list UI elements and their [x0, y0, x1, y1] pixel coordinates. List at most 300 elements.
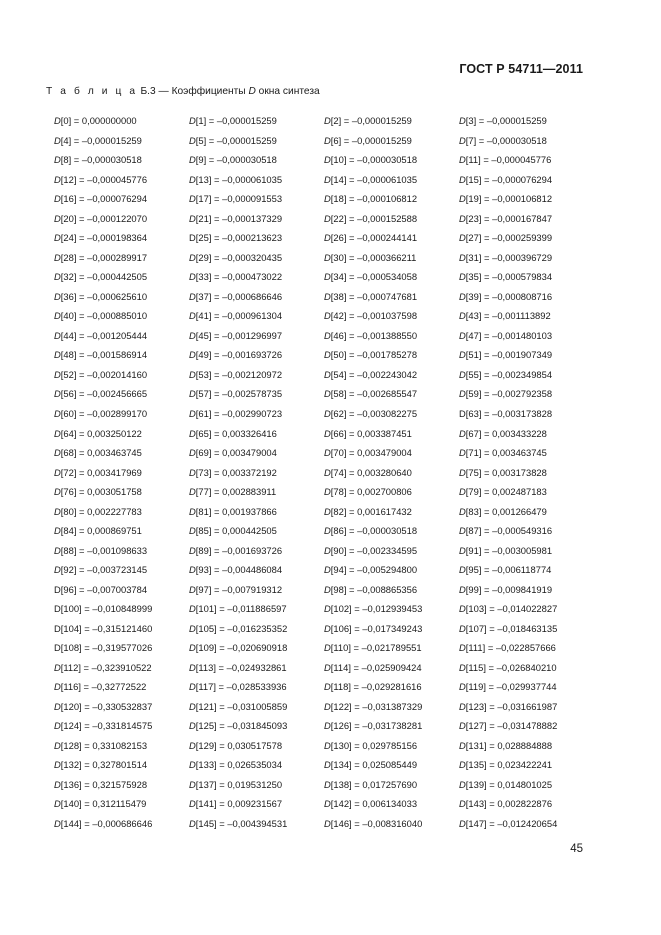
coefficient-index: [55] = [465, 368, 493, 380]
coefficient-value: 0,002883911 [222, 486, 277, 498]
coefficient-index: [57] = [195, 388, 223, 400]
coefficient-index: [111] = [465, 642, 496, 654]
coefficient-cell [189, 447, 324, 458]
coefficient-symbol: D [54, 603, 61, 615]
coefficient-symbol: D [324, 817, 331, 829]
coefficients-table [54, 111, 594, 833]
coefficient-value: –0,020690918 [227, 642, 288, 654]
coefficient-value: –0,000030518 [216, 154, 277, 166]
coefficient-symbol: D [189, 388, 196, 400]
coefficient-value: –0,000076294 [492, 173, 553, 185]
coefficient-value: –0,031661987 [497, 700, 558, 712]
coefficient-value: –0,319577026 [92, 642, 153, 654]
table-row [54, 443, 594, 463]
coefficient-symbol: D [324, 700, 331, 712]
coefficient-value: –0,000442505 [87, 271, 148, 283]
coefficient-value: –0,001586914 [87, 349, 148, 361]
table-row [54, 228, 594, 248]
coefficient-value: –0,000045776 [491, 154, 552, 166]
table-caption [46, 86, 320, 97]
coefficient-symbol: D [54, 661, 61, 673]
coefficient-symbol: D [54, 759, 61, 771]
coefficient-index: [64] = [60, 427, 88, 439]
coefficient-index: [116] = [60, 681, 92, 693]
coefficient-symbol: D [54, 505, 61, 517]
coefficient-index: [51] = [465, 349, 493, 361]
coefficient-value: –0,000808716 [492, 290, 553, 302]
coefficient-index: [46] = [330, 329, 358, 341]
caption-symbol: D [248, 86, 256, 97]
coefficient-value: –0,000747681 [357, 290, 418, 302]
coefficient-cell [54, 447, 189, 458]
coefficient-value: –0,002456665 [87, 388, 148, 400]
coefficient-symbol: D [324, 115, 331, 127]
coefficient-index: [109] = [195, 642, 228, 654]
coefficient-cell [54, 310, 189, 321]
coefficient-value: –0,003082275 [357, 407, 418, 419]
table-row [54, 677, 594, 697]
coefficient-index: [16] = [60, 193, 88, 205]
coefficient-symbol: D [189, 544, 196, 556]
coefficient-symbol: D [324, 778, 331, 790]
coefficient-symbol: D [324, 544, 331, 556]
coefficient-cell [324, 740, 459, 751]
coefficient-symbol: D [324, 310, 331, 322]
table-row [54, 814, 594, 834]
coefficient-value: 0,002822876 [497, 798, 553, 810]
coefficient-cell [189, 642, 324, 653]
coefficient-value: –0,000961304 [222, 310, 283, 322]
coefficient-symbol: D [459, 505, 466, 517]
coefficient-cell [54, 779, 189, 790]
coefficient-value: –0,000549316 [492, 525, 553, 537]
coefficient-value: –0,001388550 [357, 329, 418, 341]
coefficient-symbol: D [324, 232, 331, 244]
coefficient-cell [459, 369, 594, 380]
coefficient-symbol: D [189, 505, 196, 517]
coefficient-cell [54, 271, 189, 282]
coefficient-index: [48] = [60, 349, 88, 361]
coefficient-cell [459, 193, 594, 204]
coefficient-index: [139] = [465, 778, 498, 790]
coefficient-value: –0,025909424 [361, 661, 422, 673]
coefficient-index: [120] = [60, 700, 93, 712]
coefficient-symbol: D [54, 700, 61, 712]
coefficient-value: –0,000198364 [87, 232, 148, 244]
coefficient-symbol: D [54, 212, 61, 224]
coefficient-symbol: D [189, 603, 196, 615]
coefficient-value: –0,008865356 [357, 583, 418, 595]
coefficient-value: –0,000015259 [351, 115, 412, 127]
coefficient-cell [459, 330, 594, 341]
coefficient-cell [54, 330, 189, 341]
coefficient-cell [459, 486, 594, 497]
coefficient-value: –0,000320435 [222, 251, 283, 263]
coefficient-value: –0,001907349 [492, 349, 553, 361]
coefficient-value: –0,002578735 [222, 388, 283, 400]
table-row [54, 326, 594, 346]
coefficient-index: [49] = [195, 349, 223, 361]
coefficient-value: –0,016235352 [227, 622, 288, 634]
coefficient-symbol: D [54, 486, 61, 498]
coefficient-cell [324, 818, 459, 829]
coefficient-symbol: D [189, 232, 196, 244]
coefficient-cell [324, 291, 459, 302]
coefficient-cell [324, 252, 459, 263]
coefficient-index: [11] = [465, 154, 492, 166]
coefficient-value: –0,315121460 [92, 622, 153, 634]
coefficient-value: 0,003051758 [87, 486, 142, 498]
coefficient-cell [54, 232, 189, 243]
coefficient-cell [459, 252, 594, 263]
coefficient-value: –0,001205444 [87, 329, 148, 341]
coefficient-index: [87] = [465, 525, 493, 537]
table-row [54, 599, 594, 619]
coefficient-index: [128] = [60, 739, 93, 751]
coefficient-index: [14] = [330, 173, 358, 185]
coefficient-index: [123] = [465, 700, 498, 712]
coefficient-cell [324, 388, 459, 399]
coefficient-value: –0,002685547 [357, 388, 418, 400]
coefficient-symbol: D [54, 642, 61, 654]
coefficient-cell [459, 623, 594, 634]
coefficient-symbol: D [459, 661, 466, 673]
coefficient-index: [132] = [60, 759, 93, 771]
coefficient-cell [189, 701, 324, 712]
coefficient-symbol: D [54, 681, 61, 693]
coefficient-symbol: D [189, 310, 196, 322]
coefficient-cell [324, 193, 459, 204]
coefficient-cell [54, 798, 189, 809]
coefficient-value: –0,000289917 [87, 251, 148, 263]
standard-identifier: ГОСТ Р 54711—2011 [459, 62, 583, 76]
coefficient-cell [189, 467, 324, 478]
coefficient-index: [20] = [60, 212, 88, 224]
coefficient-value: 0,023422241 [497, 759, 553, 771]
coefficient-cell [324, 428, 459, 439]
coefficient-cell [459, 232, 594, 243]
coefficient-symbol: D [54, 778, 61, 790]
coefficient-index: [25] = [195, 232, 223, 244]
coefficient-value: –0,000366211 [357, 251, 417, 263]
coefficient-value: –0,000015259 [216, 115, 277, 127]
coefficient-value: –0,000625610 [87, 290, 148, 302]
coefficient-value: –0,007919312 [222, 583, 283, 595]
coefficient-index: [7] = [465, 134, 487, 146]
coefficient-cell [54, 525, 189, 536]
coefficient-value: 0,003250122 [87, 427, 142, 439]
coefficient-cell [324, 759, 459, 770]
coefficient-index: [126] = [330, 720, 363, 732]
coefficient-symbol: D [54, 564, 61, 576]
coefficient-cell [54, 291, 189, 302]
caption-text-before: Коэффициенты [171, 86, 246, 97]
coefficient-symbol: D [189, 720, 196, 732]
coefficient-value: –0,000473022 [222, 271, 283, 283]
coefficient-symbol: D [459, 759, 466, 771]
coefficient-index: [52] = [60, 368, 88, 380]
coefficient-value: –0,002014160 [87, 368, 148, 380]
coefficient-cell [459, 174, 594, 185]
coefficient-index: [101] = [195, 603, 228, 615]
coefficient-index: [73] = [195, 466, 223, 478]
coefficient-index: [38] = [330, 290, 358, 302]
coefficient-cell [324, 135, 459, 146]
coefficient-index: [36] = [60, 290, 88, 302]
coefficient-symbol: D [459, 115, 466, 127]
coefficient-value: –0,000015259 [351, 134, 412, 146]
coefficient-index: [144] = [60, 817, 93, 829]
coefficient-symbol: D [459, 173, 466, 185]
coefficient-cell [459, 564, 594, 575]
coefficient-index: [103] = [465, 603, 498, 615]
coefficient-symbol: D [189, 290, 196, 302]
coefficient-symbol: D [459, 817, 466, 829]
coefficient-cell [459, 447, 594, 458]
table-row [54, 775, 594, 795]
coefficient-symbol: D [54, 720, 61, 732]
coefficient-symbol: D [324, 271, 331, 283]
coefficient-symbol: D [189, 368, 196, 380]
coefficient-index: [93] = [195, 564, 223, 576]
table-row [54, 560, 594, 580]
coefficient-index: [17] = [195, 193, 223, 205]
coefficient-index: [34] = [330, 271, 358, 283]
coefficient-symbol: D [324, 622, 331, 634]
coefficient-cell [189, 818, 324, 829]
coefficient-index: [112] = [60, 661, 92, 673]
coefficient-cell [54, 545, 189, 556]
coefficient-symbol: D [54, 310, 61, 322]
coefficient-index: [78] = [330, 486, 358, 498]
coefficient-cell [459, 506, 594, 517]
coefficient-index: [80] = [60, 505, 88, 517]
coefficient-cell [54, 369, 189, 380]
coefficient-cell [54, 174, 189, 185]
coefficient-value: 0,002227783 [87, 505, 142, 517]
coefficient-cell [54, 115, 189, 126]
coefficient-symbol: D [459, 407, 466, 419]
coefficient-value: 0,000000000 [81, 115, 137, 127]
coefficient-cell [324, 720, 459, 731]
coefficient-index: [131] = [465, 739, 498, 751]
coefficient-index: [47] = [465, 329, 493, 341]
coefficient-index: [125] = [195, 720, 228, 732]
coefficient-cell [324, 662, 459, 673]
coefficient-value: –0,000686646 [222, 290, 283, 302]
coefficient-value: 0,003326416 [222, 427, 277, 439]
coefficient-symbol: D [54, 583, 61, 595]
coefficient-cell [189, 369, 324, 380]
coefficient-index: [104] = [60, 622, 93, 634]
coefficient-index: [68] = [60, 447, 88, 459]
coefficient-cell [54, 759, 189, 770]
coefficient-symbol: D [324, 173, 331, 185]
coefficient-value: 0,001617432 [357, 505, 412, 517]
table-row [54, 170, 594, 190]
coefficient-symbol: D [324, 739, 331, 751]
coefficient-value: –0,002243042 [357, 368, 418, 380]
caption-dash: — [158, 86, 169, 97]
coefficient-symbol: D [459, 486, 466, 498]
coefficient-value: –0,031845093 [227, 720, 288, 732]
coefficient-value: –0,001296997 [222, 329, 283, 341]
table-row [54, 189, 594, 209]
coefficient-symbol: D [189, 622, 196, 634]
coefficient-value: –0,000244141 [357, 232, 418, 244]
coefficient-symbol: D [324, 720, 331, 732]
coefficient-cell [189, 759, 324, 770]
coefficient-symbol: D [54, 525, 61, 537]
coefficient-cell [459, 798, 594, 809]
coefficient-cell [54, 623, 189, 634]
caption-text-after: окна синтеза [258, 86, 320, 97]
coefficient-cell [189, 506, 324, 517]
coefficient-value: 0,331082153 [92, 739, 148, 751]
table-row [54, 638, 594, 658]
coefficient-index: [108] = [60, 642, 93, 654]
table-row [54, 111, 594, 131]
coefficient-symbol: D [54, 271, 61, 283]
coefficient-value: –0,32772522 [91, 681, 147, 693]
coefficient-symbol: D [189, 564, 196, 576]
coefficient-cell [324, 330, 459, 341]
coefficient-cell [189, 115, 324, 126]
coefficient-symbol: D [189, 583, 196, 595]
table-row [54, 287, 594, 307]
table-row [54, 365, 594, 385]
coefficient-value: –0,323910522 [91, 661, 152, 673]
coefficient-index: [141] = [195, 798, 228, 810]
coefficient-value: 0,001937866 [222, 505, 277, 517]
coefficient-cell [189, 545, 324, 556]
coefficient-index: [98] = [330, 583, 358, 595]
coefficient-symbol: D [54, 388, 61, 400]
coefficient-index: [133] = [195, 759, 228, 771]
coefficient-cell [54, 252, 189, 263]
coefficient-symbol: D [189, 661, 196, 673]
coefficient-index: [53] = [195, 368, 223, 380]
coefficient-value: –0,029281616 [361, 681, 422, 693]
coefficient-index: [77] = [195, 486, 223, 498]
coefficient-cell [324, 349, 459, 360]
coefficient-cell [189, 740, 324, 751]
table-row [54, 501, 594, 521]
table-row [54, 384, 594, 404]
coefficient-value: –0,009841919 [492, 583, 553, 595]
coefficient-index: [35] = [465, 271, 493, 283]
coefficient-index: [118] = [330, 681, 362, 693]
coefficient-symbol: D [54, 407, 61, 419]
coefficient-symbol: D [324, 759, 331, 771]
coefficient-cell [189, 408, 324, 419]
coefficient-symbol: D [54, 154, 61, 166]
coefficient-symbol: D [189, 700, 196, 712]
coefficient-value: –0,012420654 [497, 817, 558, 829]
coefficient-value: –0,000030518 [81, 154, 142, 166]
coefficient-value: 0,003433228 [492, 427, 547, 439]
coefficient-value: –0,022857666 [495, 642, 556, 654]
coefficient-index: [13] = [195, 173, 223, 185]
coefficient-index: [143] = [465, 798, 498, 810]
coefficient-value: 0,019531250 [227, 778, 283, 790]
caption-label: Т а б л и ц а [46, 86, 138, 97]
coefficient-cell [324, 506, 459, 517]
coefficient-cell [54, 428, 189, 439]
coefficient-symbol: D [459, 466, 466, 478]
coefficient-cell [459, 310, 594, 321]
coefficient-cell [459, 525, 594, 536]
coefficient-symbol: D [459, 212, 466, 224]
coefficient-symbol: D [459, 134, 466, 146]
coefficient-cell [54, 642, 189, 653]
coefficient-symbol: D [54, 290, 61, 302]
coefficient-value: 0,003417969 [87, 466, 142, 478]
coefficient-value: –0,000167847 [492, 212, 553, 224]
coefficient-symbol: D [54, 817, 61, 829]
coefficient-cell [189, 584, 324, 595]
coefficient-cell [324, 369, 459, 380]
table-row [54, 345, 594, 365]
coefficient-cell [459, 584, 594, 595]
coefficient-symbol: D [324, 798, 331, 810]
coefficient-value: –0,001098633 [87, 544, 148, 556]
coefficient-cell [324, 623, 459, 634]
coefficient-cell [459, 428, 594, 439]
coefficient-value: 0,029785156 [362, 739, 418, 751]
coefficient-value: –0,000015259 [216, 134, 277, 146]
coefficient-symbol: D [459, 583, 466, 595]
coefficient-value: –0,014022827 [497, 603, 558, 615]
coefficient-value: –0,000152588 [357, 212, 418, 224]
coefficient-symbol: D [324, 583, 331, 595]
table-row [54, 736, 594, 756]
coefficient-symbol: D [189, 447, 196, 459]
coefficient-index: [37] = [195, 290, 223, 302]
coefficient-index: [83] = [465, 505, 493, 517]
coefficient-index: [114] = [330, 661, 362, 673]
coefficient-value: 0,025085449 [362, 759, 418, 771]
coefficient-value: –0,029937744 [496, 681, 557, 693]
coefficient-cell [459, 759, 594, 770]
coefficient-symbol: D [324, 154, 331, 166]
coefficient-index: [26] = [330, 232, 358, 244]
coefficient-symbol: D [324, 681, 331, 693]
coefficient-cell [189, 135, 324, 146]
coefficient-cell [54, 349, 189, 360]
coefficient-value: –0,001693726 [222, 349, 283, 361]
coefficient-value: –0,331814575 [92, 720, 153, 732]
coefficient-index: [39] = [465, 290, 493, 302]
coefficient-cell [189, 174, 324, 185]
coefficient-symbol: D [189, 466, 196, 478]
coefficient-cell [459, 818, 594, 829]
coefficient-index: [66] = [330, 427, 358, 439]
coefficient-symbol: D [324, 212, 331, 224]
coefficient-value: –0,002899170 [87, 407, 148, 419]
coefficient-value: –0,002120972 [222, 368, 283, 380]
coefficient-cell [324, 213, 459, 224]
coefficient-symbol: D [459, 427, 466, 439]
table-row [54, 521, 594, 541]
coefficient-index: [140] = [60, 798, 93, 810]
coefficient-value: –0,008316040 [362, 817, 423, 829]
coefficient-cell [459, 349, 594, 360]
coefficient-symbol: D [189, 115, 196, 127]
coefficient-index: [74] = [330, 466, 358, 478]
coefficient-index: [15] = [465, 173, 493, 185]
coefficient-value: –0,000259399 [492, 232, 553, 244]
